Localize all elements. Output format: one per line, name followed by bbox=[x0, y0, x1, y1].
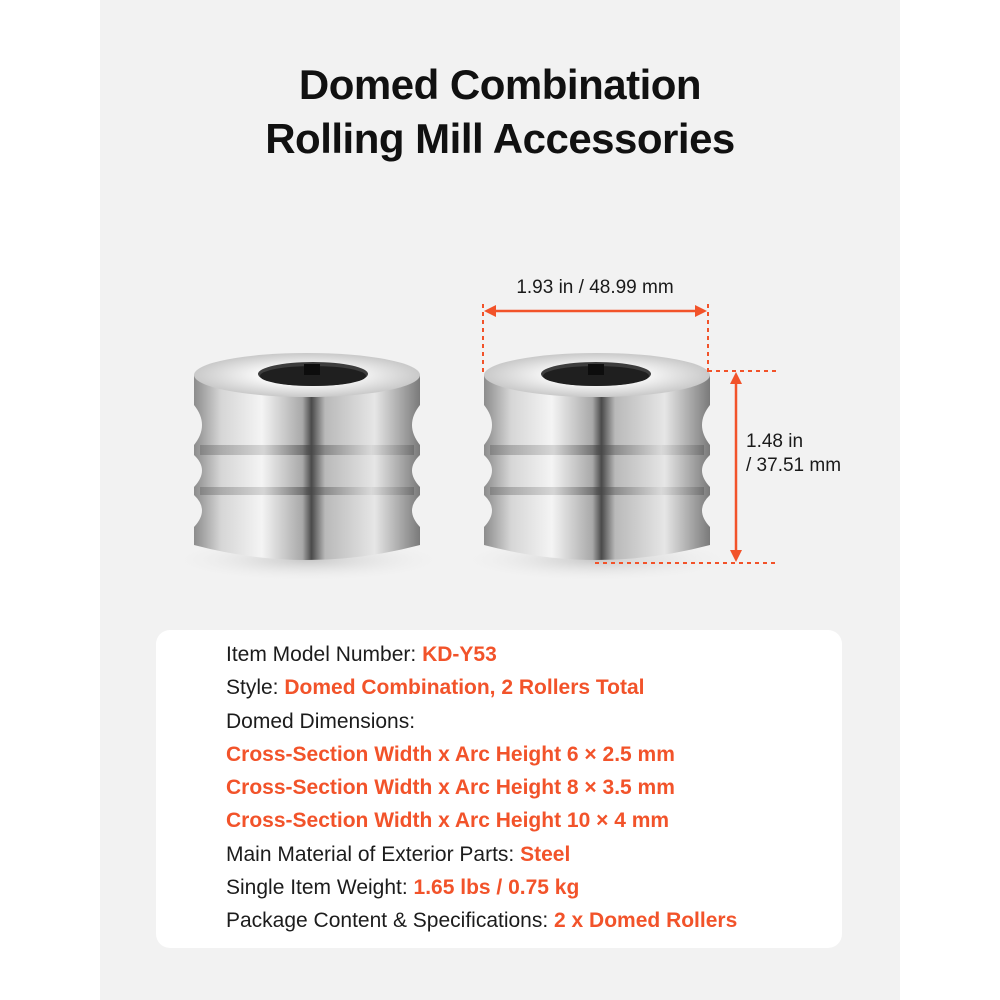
spec-list bbox=[226, 638, 826, 938]
spec-weight-label: Single Item Weight: bbox=[226, 876, 414, 900]
width-dimension-label: 1.93 in / 48.99 mm bbox=[516, 277, 674, 298]
title-line-2: Rolling Mill Accessories bbox=[265, 115, 735, 162]
roller-right bbox=[457, 353, 737, 582]
spec-dimension-6mm: Cross-Section Width x Arc Height 6 × 2.5 mm bbox=[226, 742, 675, 766]
spec-model-label: Item Model Number: bbox=[226, 643, 423, 666]
spec-material-value: Steel bbox=[520, 842, 571, 866]
spec-style bbox=[226, 671, 826, 704]
spec-package-label: Package Content & Specifications: bbox=[226, 909, 555, 933]
spec-style-value: Domed Combination, 2 Rollers Total bbox=[284, 676, 645, 700]
spec-package-value: 2 x Domed Rollers bbox=[554, 909, 738, 933]
spec-dimension-10mm: Cross-Section Width x Arc Height 10 × 4 mm bbox=[226, 809, 670, 833]
spec-weight-value: 1.65 lbs / 0.75 kg bbox=[413, 876, 580, 900]
spec-material-label: Main Material of Exterior Parts: bbox=[226, 842, 521, 866]
roller-left bbox=[168, 353, 448, 582]
spec-package bbox=[226, 904, 826, 937]
spec-model-value: KD-Y53 bbox=[422, 643, 497, 666]
spec-model bbox=[226, 638, 826, 671]
height-label-line-2: / 37.51 mm bbox=[746, 455, 842, 476]
height-label-line-1: 1.48 in bbox=[746, 431, 804, 452]
spec-dimension-8mm: Cross-Section Width x Arc Height 8 × 3.5 mm bbox=[226, 776, 675, 800]
spec-weight bbox=[226, 871, 826, 904]
spec-domed-dimensions-label: Domed Dimensions: bbox=[226, 709, 416, 733]
spec-material bbox=[226, 838, 826, 871]
spec-style-label: Style: bbox=[226, 676, 285, 700]
height-dimension-label bbox=[746, 430, 886, 478]
title-line-1: Domed Combination bbox=[298, 61, 702, 108]
